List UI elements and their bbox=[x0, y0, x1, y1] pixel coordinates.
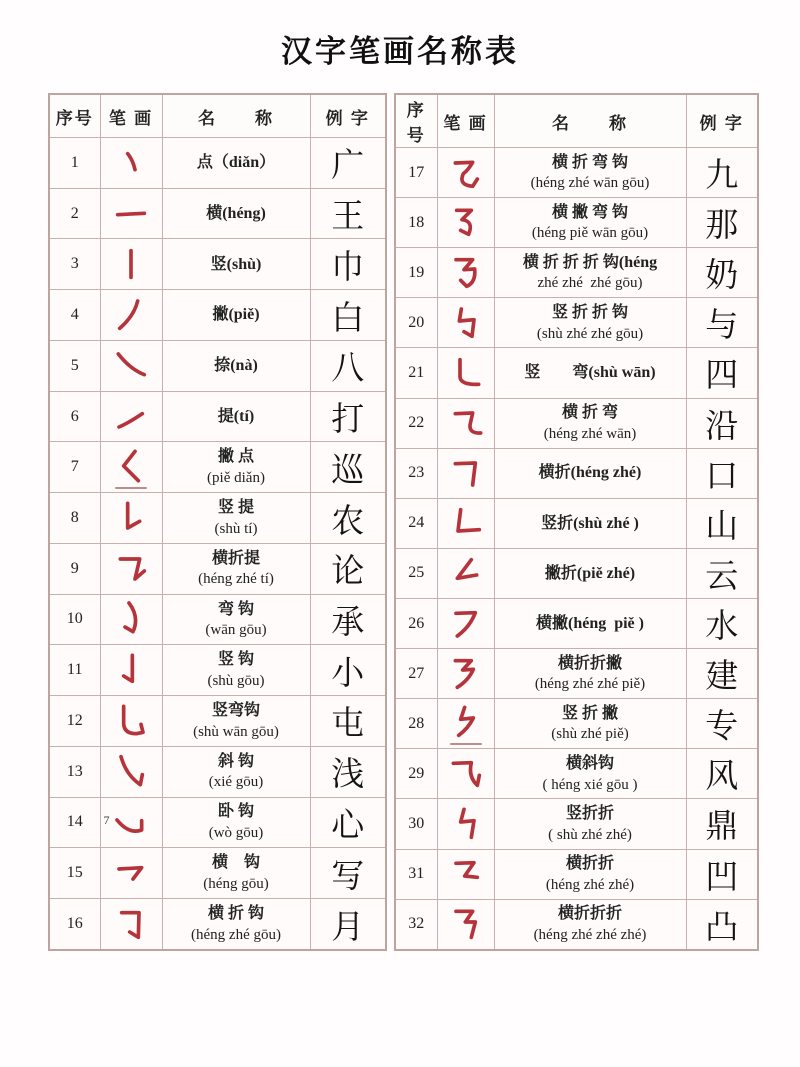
table-row bbox=[395, 649, 758, 699]
stroke-name-pinyin: ( shù zhé zhé) bbox=[548, 826, 632, 843]
row-number: 1 bbox=[49, 138, 100, 189]
table-row bbox=[395, 398, 758, 448]
table-row bbox=[49, 543, 386, 594]
stroke-name-pinyin: (wān gōu) bbox=[205, 622, 267, 639]
shu-zhe-zhe-gou-stroke-icon bbox=[446, 303, 486, 343]
example-character: 白 bbox=[310, 290, 386, 341]
example-character: 月 bbox=[310, 899, 386, 950]
stroke-cell bbox=[100, 594, 162, 645]
heng-gou-stroke-icon bbox=[111, 853, 151, 893]
stroke-name-pinyin: (wò gōu) bbox=[208, 825, 264, 842]
table-row bbox=[49, 848, 386, 899]
table-row bbox=[49, 493, 386, 544]
stroke-name-pinyin: (xié gōu) bbox=[208, 774, 264, 791]
row-number: 25 bbox=[395, 548, 437, 598]
stroke-name bbox=[494, 398, 686, 448]
stroke-name bbox=[162, 696, 310, 747]
heng-stroke-icon bbox=[111, 194, 151, 234]
stroke-cell bbox=[437, 749, 494, 799]
stroke-cell bbox=[437, 348, 494, 398]
stroke-cell bbox=[100, 188, 162, 239]
table-row bbox=[49, 290, 386, 341]
example-character: 凸 bbox=[686, 899, 758, 950]
shu-zhe-zhe-stroke-icon bbox=[446, 804, 486, 844]
example-character: 那 bbox=[686, 198, 758, 248]
row-number: 15 bbox=[49, 848, 100, 899]
header-number: 序号 bbox=[49, 94, 100, 138]
shu-wan-stroke-icon bbox=[446, 353, 486, 393]
row-number: 17 bbox=[395, 148, 437, 198]
row-number: 21 bbox=[395, 348, 437, 398]
stroke-name-pinyin: (héng zhé gōu) bbox=[191, 926, 281, 943]
row-number: 7 bbox=[49, 442, 100, 493]
table-row bbox=[395, 498, 758, 548]
example-character: 水 bbox=[686, 598, 758, 648]
stroke-name bbox=[162, 899, 310, 950]
row-number: 8 bbox=[49, 493, 100, 544]
xie-gou-stroke-icon bbox=[111, 752, 151, 792]
table-row bbox=[49, 442, 386, 493]
table-row bbox=[49, 188, 386, 239]
row-number: 32 bbox=[395, 899, 437, 950]
stroke-name-pinyin: (héng zhé wān gōu) bbox=[530, 175, 650, 192]
stroke-name bbox=[494, 448, 686, 498]
stroke-cell bbox=[437, 398, 494, 448]
stroke-name-cn: 卧 钩 bbox=[217, 803, 254, 821]
stroke-name-pinyin: (héng zhé wān) bbox=[543, 425, 637, 442]
stroke-name bbox=[494, 198, 686, 248]
shu-gou-stroke-icon bbox=[111, 650, 151, 690]
stroke-underline bbox=[115, 487, 147, 489]
table-row bbox=[395, 248, 758, 298]
stroke-name bbox=[494, 649, 686, 699]
heng-zhe-zhe-pie-stroke-icon bbox=[446, 654, 486, 694]
row-number: 18 bbox=[395, 198, 437, 248]
stroke-name-cn: 竖 钩 bbox=[217, 651, 254, 669]
stroke-name-cn: 竖 折 折 钩 bbox=[551, 303, 628, 321]
stroke-name-pinyin: (héng piě wān gōu) bbox=[531, 225, 649, 242]
example-character: 浅 bbox=[310, 746, 386, 797]
stroke-name-pinyin: (héng zhé zhé piě) bbox=[534, 676, 646, 693]
table-row bbox=[395, 448, 758, 498]
wo-gou-stroke-icon bbox=[111, 802, 151, 842]
stroke-name bbox=[162, 746, 310, 797]
row-number: 19 bbox=[395, 248, 437, 298]
header-row bbox=[49, 94, 386, 138]
example-character: 风 bbox=[686, 749, 758, 799]
shu-zhe-pie-stroke-icon bbox=[446, 702, 486, 742]
heng-zhe-gou-stroke-icon bbox=[111, 904, 151, 944]
example-character: 四 bbox=[686, 348, 758, 398]
table-row bbox=[49, 797, 386, 848]
example-character: 屯 bbox=[310, 696, 386, 747]
stroke-name-pinyin: (shù zhé piě) bbox=[551, 726, 629, 743]
stroke-table-left bbox=[48, 93, 387, 951]
example-character: 山 bbox=[686, 498, 758, 548]
stroke-cell bbox=[437, 298, 494, 348]
example-character: 承 bbox=[310, 594, 386, 645]
row-number: 5 bbox=[49, 340, 100, 391]
example-character: 口 bbox=[686, 448, 758, 498]
example-character: 论 bbox=[310, 543, 386, 594]
stroke-underline bbox=[450, 743, 482, 745]
stroke-cell bbox=[437, 198, 494, 248]
na-stroke-icon bbox=[111, 346, 151, 386]
example-character: 王 bbox=[310, 188, 386, 239]
example-character: 专 bbox=[686, 699, 758, 749]
stroke-cell bbox=[100, 899, 162, 950]
stroke-name-cn: 斜 钩 bbox=[217, 752, 254, 770]
stray-mark: 7 bbox=[103, 813, 110, 828]
table-row bbox=[395, 749, 758, 799]
row-number: 11 bbox=[49, 645, 100, 696]
stroke-cell bbox=[437, 849, 494, 899]
stroke-name bbox=[494, 348, 686, 398]
header-name: 名 称 bbox=[162, 94, 310, 138]
heng-pie-wan-gou-stroke-icon bbox=[446, 203, 486, 243]
stroke-name-cn: 横斜钩 bbox=[565, 754, 614, 772]
stroke-cell bbox=[100, 696, 162, 747]
heng-zhe-wan-stroke-icon bbox=[446, 403, 486, 443]
row-number: 14 bbox=[49, 797, 100, 848]
stroke-cell bbox=[100, 848, 162, 899]
example-character: 九 bbox=[686, 148, 758, 198]
table-row bbox=[49, 746, 386, 797]
stroke-name-cn: 捺(nà) bbox=[214, 357, 258, 374]
table-row bbox=[395, 298, 758, 348]
stroke-tables-container bbox=[48, 93, 800, 951]
stroke-name bbox=[162, 848, 310, 899]
stroke-name-cn: 横折折撇 bbox=[557, 654, 622, 672]
example-character: 凹 bbox=[686, 849, 758, 899]
stroke-name bbox=[162, 543, 310, 594]
example-character: 打 bbox=[310, 391, 386, 442]
table-row bbox=[49, 138, 386, 189]
stroke-name-cn: 横折折 bbox=[565, 855, 614, 873]
stroke-cell bbox=[100, 493, 162, 544]
stroke-name-cn: 撇折(piě zhé) bbox=[544, 564, 636, 582]
stroke-cell bbox=[100, 746, 162, 797]
stroke-name-cn: 横撇(héng piě ) bbox=[535, 614, 644, 632]
stroke-name-cn: 横 折 折 折 钩(héng bbox=[522, 253, 658, 271]
stroke-name-cn: 撇 点 bbox=[217, 448, 254, 466]
stroke-cell bbox=[437, 649, 494, 699]
header-stroke: 笔 画 bbox=[437, 94, 494, 148]
example-character: 小 bbox=[310, 645, 386, 696]
wan-gou-stroke-icon bbox=[111, 599, 151, 639]
stroke-cell bbox=[100, 391, 162, 442]
stroke-name-cn: 竖折折 bbox=[565, 805, 614, 823]
table-row bbox=[49, 696, 386, 747]
shu-wan-gou-stroke-icon bbox=[111, 701, 151, 741]
row-number: 24 bbox=[395, 498, 437, 548]
heng-zhe-zhe-zhe-stroke-icon bbox=[446, 904, 486, 944]
table-row bbox=[49, 239, 386, 290]
example-character: 鼎 bbox=[686, 799, 758, 849]
table-row bbox=[395, 348, 758, 398]
row-number: 27 bbox=[395, 649, 437, 699]
row-number: 22 bbox=[395, 398, 437, 448]
stroke-name bbox=[162, 594, 310, 645]
shu-zhe-stroke-icon bbox=[446, 503, 486, 543]
row-number: 4 bbox=[49, 290, 100, 341]
stroke-name bbox=[162, 442, 310, 493]
row-number: 23 bbox=[395, 448, 437, 498]
example-character: 巾 bbox=[310, 239, 386, 290]
stroke-cell bbox=[437, 699, 494, 749]
stroke-name-pinyin: (héng zhé zhé zhé) bbox=[533, 926, 647, 943]
stroke-name bbox=[162, 138, 310, 189]
stroke-name-pinyin: ( héng xié gōu ) bbox=[542, 776, 638, 793]
table-row bbox=[395, 849, 758, 899]
example-character: 云 bbox=[686, 548, 758, 598]
stroke-cell bbox=[437, 548, 494, 598]
heng-pie-stroke-icon bbox=[446, 604, 486, 644]
table-row bbox=[395, 148, 758, 198]
stroke-cell bbox=[437, 148, 494, 198]
table-row bbox=[395, 198, 758, 248]
row-number: 31 bbox=[395, 849, 437, 899]
table-row bbox=[395, 548, 758, 598]
stroke-name bbox=[162, 797, 310, 848]
row-number: 16 bbox=[49, 899, 100, 950]
table-row bbox=[49, 391, 386, 442]
shu-ti-stroke-icon bbox=[111, 498, 151, 538]
row-number: 13 bbox=[49, 746, 100, 797]
header-name: 名 称 bbox=[494, 94, 686, 148]
example-character: 沿 bbox=[686, 398, 758, 448]
row-number: 26 bbox=[395, 598, 437, 648]
stroke-name bbox=[494, 598, 686, 648]
header-example: 例 字 bbox=[310, 94, 386, 138]
pie-stroke-icon bbox=[111, 295, 151, 335]
heng-zhe-stroke-icon bbox=[446, 453, 486, 493]
table-row bbox=[395, 598, 758, 648]
stroke-name-cn: 竖 弯(shù wān) bbox=[524, 364, 656, 382]
stroke-name-cn: 横折折折 bbox=[557, 905, 622, 923]
shu-stroke-icon bbox=[111, 244, 151, 284]
heng-zhe-ti-stroke-icon bbox=[111, 549, 151, 589]
row-number: 30 bbox=[395, 799, 437, 849]
row-number: 6 bbox=[49, 391, 100, 442]
stroke-name-pinyin: (shù zhé zhé gōu) bbox=[536, 325, 644, 342]
stroke-cell bbox=[437, 448, 494, 498]
stroke-table-right bbox=[394, 93, 759, 951]
stroke-name bbox=[494, 248, 686, 298]
stroke-name-cn: 弯 钩 bbox=[217, 600, 254, 618]
stroke-name bbox=[162, 290, 310, 341]
stroke-name-pinyin: (héng zhé tí) bbox=[198, 571, 274, 588]
stroke-name bbox=[494, 849, 686, 899]
stroke-name-cn: 横折提 bbox=[211, 549, 260, 567]
example-character: 八 bbox=[310, 340, 386, 391]
heng-zhe-zhe-stroke-icon bbox=[446, 854, 486, 894]
stroke-name bbox=[162, 493, 310, 544]
example-character: 心 bbox=[310, 797, 386, 848]
stroke-cell bbox=[437, 498, 494, 548]
table-row bbox=[395, 899, 758, 950]
stroke-name-cn: 横 钩 bbox=[211, 854, 260, 872]
stroke-name-cn: 横 折 弯 bbox=[561, 404, 618, 422]
header-row bbox=[395, 94, 758, 148]
example-character: 奶 bbox=[686, 248, 758, 298]
table-row bbox=[395, 799, 758, 849]
stroke-cell bbox=[437, 799, 494, 849]
stroke-name-pinyin: (héng zhé zhé) bbox=[545, 876, 635, 893]
stroke-name-cn: 横 撇 弯 钩 bbox=[551, 203, 628, 221]
stroke-name bbox=[162, 239, 310, 290]
row-number: 29 bbox=[395, 749, 437, 799]
stroke-name-pinyin: (shù tí) bbox=[214, 520, 258, 537]
ti-stroke-icon bbox=[111, 397, 151, 437]
stroke-name bbox=[162, 391, 310, 442]
stroke-cell bbox=[437, 899, 494, 950]
stroke-name bbox=[162, 188, 310, 239]
row-number: 20 bbox=[395, 298, 437, 348]
stroke-cell bbox=[100, 442, 162, 493]
table-row bbox=[49, 645, 386, 696]
stroke-cell bbox=[100, 340, 162, 391]
stroke-name bbox=[494, 749, 686, 799]
stroke-name-pinyin: zhé zhé zhé gōu) bbox=[537, 275, 643, 292]
header-number: 序号 bbox=[395, 94, 437, 148]
stroke-name-cn: 提(tí) bbox=[217, 407, 255, 425]
example-character: 广 bbox=[310, 138, 386, 189]
stroke-name-cn: 竖折(shù zhé ) bbox=[541, 514, 639, 532]
stroke-cell bbox=[100, 290, 162, 341]
stroke-name bbox=[494, 498, 686, 548]
stroke-name-cn: 横 折 弯 钩 bbox=[551, 153, 628, 171]
table-row bbox=[49, 340, 386, 391]
stroke-cell bbox=[100, 645, 162, 696]
stroke-name bbox=[494, 148, 686, 198]
stroke-name-cn: 竖弯钩 bbox=[211, 702, 260, 720]
header-stroke: 笔 画 bbox=[100, 94, 162, 138]
pie-zhe-stroke-icon bbox=[446, 553, 486, 593]
stroke-name-cn: 撇(piě) bbox=[212, 306, 260, 324]
stroke-name bbox=[494, 699, 686, 749]
table-row bbox=[49, 594, 386, 645]
heng-zhe-zhe-zhe-gou-stroke-icon bbox=[446, 253, 486, 293]
stroke-cell bbox=[100, 797, 162, 848]
stroke-name bbox=[494, 298, 686, 348]
stroke-cell bbox=[100, 138, 162, 189]
stroke-name-cn: 点（diǎn） bbox=[196, 154, 276, 172]
stroke-name-pinyin: (shù wān gōu) bbox=[193, 723, 279, 740]
stroke-name-cn: 横折(héng zhé) bbox=[538, 464, 642, 482]
row-number: 10 bbox=[49, 594, 100, 645]
stroke-name bbox=[162, 340, 310, 391]
dian-stroke-icon bbox=[111, 143, 151, 183]
row-number: 12 bbox=[49, 696, 100, 747]
stroke-name-pinyin: (shù gōu) bbox=[207, 672, 265, 689]
pie-dian-stroke-icon bbox=[111, 446, 151, 486]
example-character: 与 bbox=[686, 298, 758, 348]
stroke-name-pinyin: (piě diǎn) bbox=[207, 469, 265, 486]
table-row bbox=[395, 699, 758, 749]
example-character: 巡 bbox=[310, 442, 386, 493]
stroke-name-cn: 竖 折 撇 bbox=[561, 704, 618, 722]
heng-xie-gou-stroke-icon bbox=[446, 754, 486, 794]
stroke-name-pinyin: (héng gōu) bbox=[203, 875, 269, 892]
heng-zhe-wan-gou-stroke-icon bbox=[446, 153, 486, 193]
row-number: 2 bbox=[49, 188, 100, 239]
row-number: 9 bbox=[49, 543, 100, 594]
stroke-name bbox=[494, 548, 686, 598]
stroke-cell bbox=[437, 248, 494, 298]
example-character: 农 bbox=[310, 493, 386, 544]
page-title: 汉字笔画名称表 bbox=[281, 34, 519, 70]
header-example: 例 字 bbox=[686, 94, 758, 148]
stroke-cell bbox=[100, 239, 162, 290]
stroke-name-cn: 竖 提 bbox=[217, 499, 254, 517]
stroke-cell bbox=[100, 543, 162, 594]
stroke-cell bbox=[437, 598, 494, 648]
stroke-name bbox=[494, 899, 686, 950]
stroke-name bbox=[494, 799, 686, 849]
row-number: 3 bbox=[49, 239, 100, 290]
example-character: 建 bbox=[686, 649, 758, 699]
stroke-name-cn: 横 折 钩 bbox=[207, 905, 264, 923]
table-row bbox=[49, 899, 386, 950]
stroke-name-cn: 横(héng) bbox=[206, 204, 266, 222]
row-number: 28 bbox=[395, 699, 437, 749]
stroke-name bbox=[162, 645, 310, 696]
example-character: 写 bbox=[310, 848, 386, 899]
stroke-name-cn: 竖(shù) bbox=[210, 255, 262, 273]
